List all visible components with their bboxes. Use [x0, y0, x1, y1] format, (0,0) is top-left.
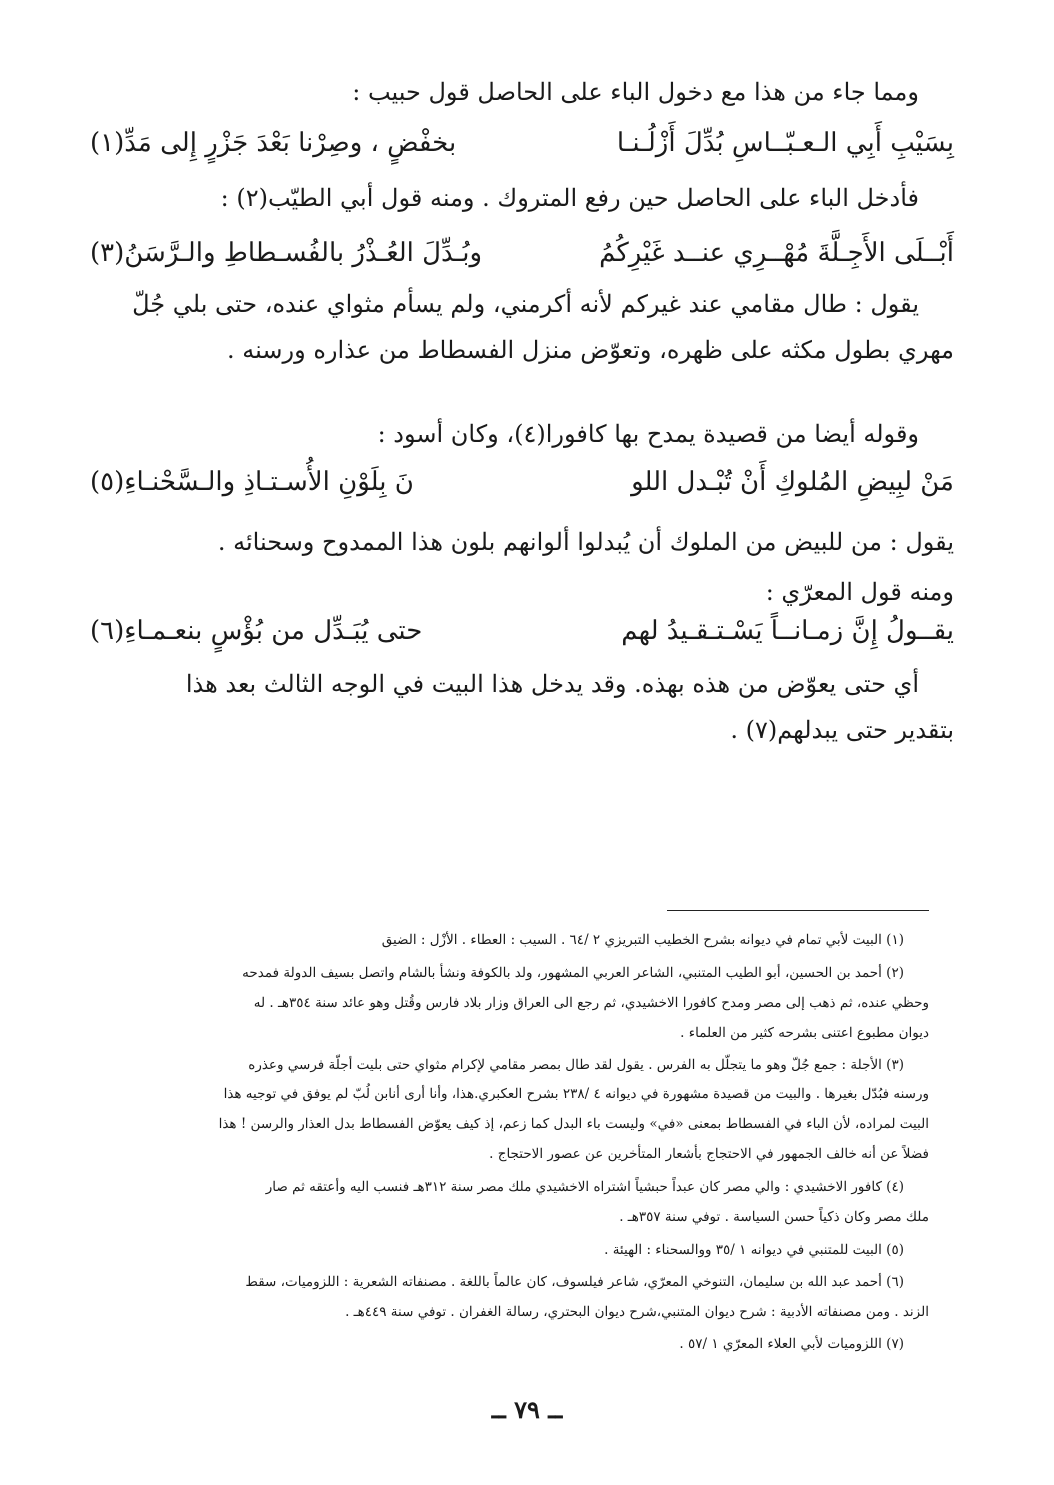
intro-line: ومما جاء من هذا مع دخول الباء على الحاصل قول حبيب :: [352, 78, 919, 106]
paragraph-2: فأدخل الباء على الحاصل حين رفع المتروك . ومنه قول أبي الطيّب(٢) :: [220, 184, 919, 212]
footnote-3-line-1: (٣) الأجلة : جمع جُلّ وهو ما يتجلّل به الفرس . يقول لقد طال بمصر مقامي لإكرام مثواي حتى بليت أجلّة فرسي وعذره: [248, 1057, 904, 1073]
paragraph-4: وقوله أيضا من قصيدة يمدح بها كافورا(٤)، وكان أسود :: [377, 420, 919, 448]
footnote-separator: [667, 910, 929, 911]
footnote-2-line-1: (٢) أحمد بن الحسين، أبو الطيب المتنبي، الشاعر العربي المشهور، ولد بالكوفة ونشأ بالشام واتصل بسيف الدولة فمدحه: [242, 965, 904, 981]
verse-2: [90, 238, 954, 269]
footnote-6-line-1: (٦) أحمد عبد الله بن سليمان، التنوخي المعرّي، شاعر فيلسوف، كان عالماً باللغة . مصنفاته الشعرية : اللزوميات، سقط: [245, 1274, 904, 1290]
verse-4-ajz: حتى يُبَـدِّل من بُؤْسٍ بنعـمـاءِ(٦): [90, 616, 423, 646]
footnote-7: (٧) اللزوميات لأبي العلاء المعرّي ١ /٥٧ .: [679, 1336, 904, 1352]
paragraph-3-line-1: يقول : طال مقامي عند غيركم لأنه أكرمني، ولم يسأم مثواي عنده، حتى بلي جُلّ: [132, 290, 919, 318]
page-number: ــ ٧٩ ــ: [491, 1395, 563, 1424]
footnote-5: (٥) البيت للمتنبي في ديوانه ١ /٣٥ ووالسحناء : الهيئة .: [604, 1242, 904, 1258]
paragraph-6: ومنه قول المعرّي :: [765, 578, 954, 606]
paragraph-7-line-2: بتقدير حتى يبدلهم(٧) .: [730, 716, 954, 744]
verse-3-sadr: مَنْ لبِيضِ المُلوكِ أَنْ تُبْـدل اللو: [631, 467, 954, 497]
verse-3-ajz: نَ بِلَوْنِ الأُسـتـاذِ والـسَّحْنـاءِ(٥): [90, 467, 414, 497]
footnote-4-line-2: ملك مصر وكان ذكياً حسن السياسة . توفي سنة ٣٥٧هـ .: [619, 1209, 929, 1225]
verse-4: [90, 616, 954, 647]
footnote-3-line-3: البيت لمراده، لأن الباء في الفسطاط بمعنى «في» وليست باء البدل كما زعم، إذ كيف يعوّض الفسطاط بدل العذار والرسن ! هذا: [218, 1116, 929, 1132]
footnote-3-line-4: فضلاً عن أنه خالف الجمهور في الاحتجاج بأشعار المتأخرين عن عصور الاحتجاج .: [489, 1146, 929, 1162]
verse-1: [90, 128, 954, 159]
verse-1-ajz: بخفْضٍ ، وصِرْنا بَعْدَ جَزْرٍ إِلى مَدِّ(١): [90, 128, 457, 158]
footnote-2-line-2: وحظي عنده، ثم ذهب إلى مصر ومدح كافورا الاخشيدي، ثم رجع الى العراق وزار بلاد فارس وقُتل وهو عائد سنة ٣٥٤هـ . له: [253, 995, 929, 1011]
footnote-2-line-3: ديوان مطبوع اعتنى بشرحه كثير من العلماء .: [680, 1025, 929, 1041]
verse-2-sadr: أَبْــلَى الأَجِـلَّةَ مُهْــرِي عنــد غَيْرِكُمُ: [599, 238, 954, 268]
verse-2-ajz: وبُـدِّلَ العُـذْرُ بالفُسـطاطِ والـرَّسَنُ(٣): [90, 238, 483, 268]
footnote-6-line-2: الزند . ومن مصنفاته الأدبية : شرح ديوان المتنبي،شرح ديوان البحتري، رسالة الغفران . توفي سنة ٤٤٩هـ .: [345, 1304, 929, 1320]
paragraph-7-line-1: أي حتى يعوّض من هذه بهذه. وقد يدخل هذا البيت في الوجه الثالث بعد هذا: [185, 670, 919, 698]
footnote-4-line-1: (٤) كافور الاخشيدي : والي مصر كان عبداً حبشياً اشتراه الاخشيدي ملك مصر سنة ٣١٢هـ فنسب اليه وأعتقه ثم صار: [265, 1179, 904, 1195]
verse-1-sadr: بِسَيْبِ أَبِي الـعـبّــاسِ بُدِّلَ أَزْلُـنـا: [616, 128, 954, 158]
footnote-1: (١) البيت لأبي تمام في ديوانه بشرح الخطيب التبريزي ٢ /٦٤ . السيب : العطاء . الأزْل : الضيق: [381, 932, 904, 948]
paragraph-5: يقول : من للبيض من الملوك أن يُبدلوا ألوانهم بلون هذا الممدوح وسحنائه .: [217, 528, 954, 556]
footnote-3-line-2: ورسنه فبُدّل بغيرها . والبيت من قصيدة مشهورة في ديوانه ٤ /٢٣٨ بشرح العكبري.هذا، وأنا أرى أنابن لُبّ لم يوفق في توجيه هذا: [223, 1086, 929, 1102]
paragraph-3-line-2: مهري بطول مكثه على ظهره، وتعوّض منزل الفسطاط من عذاره ورسنه .: [227, 336, 954, 364]
verse-3: [90, 467, 954, 498]
verse-4-sadr: يقــولُ إِنَّ زمـانــاً يَسْـتـقـيدُ لهم: [621, 616, 954, 646]
